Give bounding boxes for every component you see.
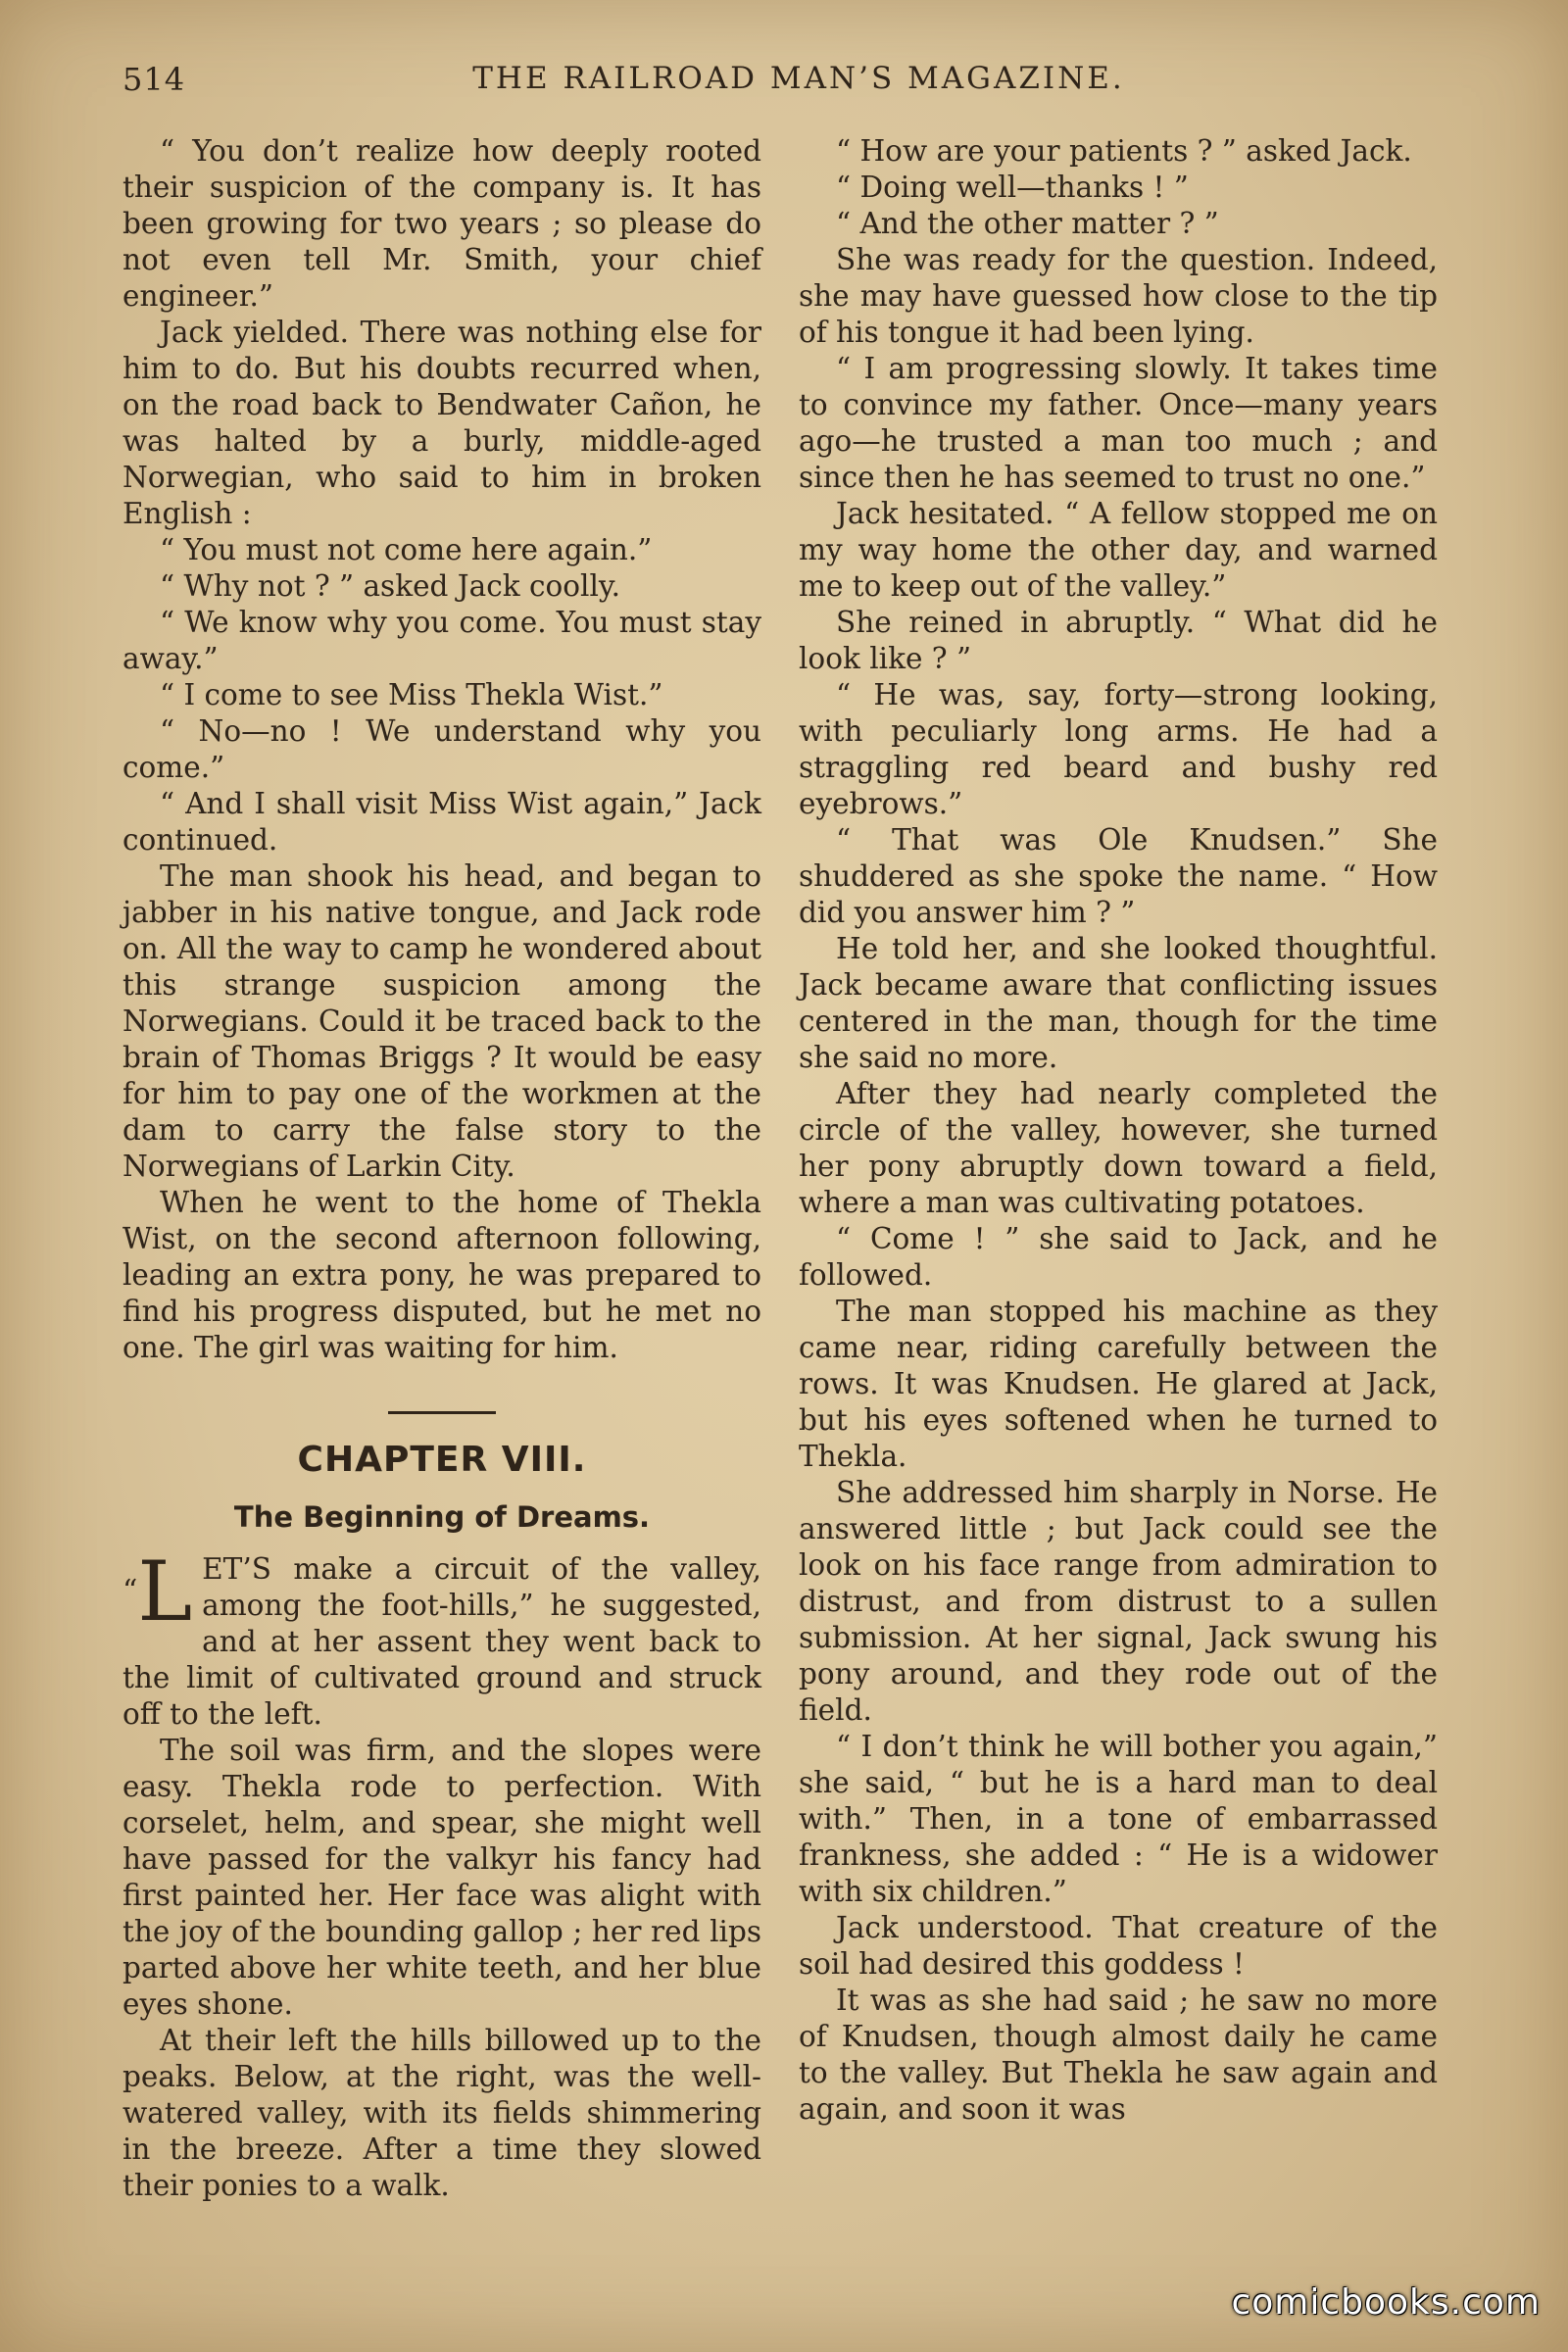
right-column: [799, 133, 1438, 2128]
chapter-title: The Beginning of Dreams.: [233, 1500, 651, 1534]
paragraph: Jack hesitated. “ A fellow stopped me on my way home the other day, and warned me to keep out of the valley.”: [799, 497, 1438, 603]
paragraph: “ And the other matter ? ”: [836, 207, 1219, 240]
paragraph: The man stopped his machine as they came near, riding carefully between the rows. It was Knudsen. He glared at Jack, but his eyes softened when he turned to Thekla.: [799, 1295, 1438, 1473]
paragraph: “ And I shall visit Miss Wist again,” Jack continued.: [122, 787, 761, 857]
paragraph: “ Doing well—thanks ! ”: [836, 171, 1189, 204]
paragraph: “ I come to see Miss Thekla Wist.”: [160, 678, 663, 711]
paragraph: “ How are your patients ? ” asked Jack.: [836, 134, 1412, 168]
paragraph: At their left the hills billowed up to the peaks. Below, at the right, was the well-watered valley, with its fields shimmering in the breeze. After a time they slowed their ponies to a walk.: [122, 2024, 761, 2202]
drop-cap-letter: L: [137, 1544, 193, 1640]
paragraph: She reined in abruptly. “ What did he look like ? ”: [799, 606, 1438, 675]
chapter-divider: [388, 1411, 496, 1414]
paragraph: “ You don’t realize how deeply rooted their suspicion of the company is. It has been growing for two years ; so please do not even tell Mr. Smith, your chief engineer.”: [122, 134, 761, 313]
left-column: [122, 133, 761, 2204]
paragraph: After they had nearly completed the circle of the valley, however, she turned her pony abruptly down toward a field, where a man was cultivating potatoes.: [799, 1077, 1438, 1219]
chapter-opening-paragraph: [122, 1544, 761, 1733]
paragraph: “ He was, say, forty—strong looking, with peculiarly long arms. He had a straggling red beard and bushy red eyebrows.”: [799, 678, 1438, 820]
paragraph: She was ready for the question. Indeed, she may have guessed how close to the tip of his tongue it had been lying.: [799, 243, 1438, 349]
paragraph: “ I am progressing slowly. It takes time to convince my father. Once—many years ago—he trusted a man too much ; and since then he has seemed to trust no one.”: [799, 352, 1438, 494]
drop-cap: [122, 1544, 193, 1640]
watermark: comicbooks.com: [1231, 2282, 1541, 2323]
paragraph: “ I don’t think he will bother you again,” she said, “ but he is a hard man to deal with.” Then, in a tone of embarrassed frankness, she added : “ He is a widower with six children.”: [799, 1730, 1438, 1908]
paragraph: The man shook his head, and began to jabber in his native tongue, and Jack rode on. All the way to camp he wondered about this strange suspicion among the Norwegians. Could it be traced back to the brain of Thomas Briggs ? It would be easy for him to pay one of the workmen at the dam to carry the false story to the Norwegians of Larkin City.: [122, 859, 761, 1183]
page-number: 514: [122, 61, 186, 98]
chapter-opening-text: ET’S make a circuit of the valley, among the foot-hills,” he suggested, and at her assent they went back to the limit of cultivated ground and struck off to the left.: [122, 1552, 761, 1731]
paragraph: “ Come ! ” she said to Jack, and he followed.: [799, 1222, 1438, 1292]
drop-cap-quote: “: [122, 1574, 138, 1608]
paragraph: Jack understood. That creature of the soil had desired this goddess !: [799, 1911, 1438, 1981]
paragraph: The soil was firm, and the slopes were easy. Thekla rode to perfection. With corselet, helm, and spear, she might well have passed for the valkyr his fancy had first painted her. Her face was alight with the joy of the bounding gallop ; her red lips parted above her white teeth, and her blue eyes shone.: [122, 1734, 761, 2021]
paragraph: “ Why not ? ” asked Jack coolly.: [160, 569, 621, 603]
paragraph: “ You must not come here again.”: [160, 533, 653, 566]
paragraph: He told her, and she looked thoughtful. Jack became aware that conflicting issues centered in the man, though for the time she said no more.: [799, 932, 1438, 1074]
paragraph: “ No—no ! We understand why you come.”: [122, 714, 761, 784]
paragraph: She addressed him sharply in Norse. He answered little ; but Jack could see the look on his face range from admiration to distrust, and from distrust to a sullen submission. At her signal, Jack swung his pony around, and they rode out of the field.: [799, 1476, 1438, 1727]
paragraph: Jack yielded. There was nothing else for him to do. But his doubts recurred when, on the road back to Bendwater Cañon, he was halted by a burly, middle-aged Norwegian, who said to him in broken English :: [122, 316, 761, 530]
paragraph: It was as she had said ; he saw no more of Knudsen, though almost daily he came to the valley. But Thekla he saw again and again, and soon it was: [799, 1984, 1438, 2126]
running-head: [122, 61, 1436, 110]
magazine-title: THE RAILROAD MAN’S MAGAZINE.: [472, 61, 1125, 96]
chapter-heading: CHAPTER VIII.: [297, 1440, 587, 1480]
paragraph: “ That was Ole Knudsen.” She shuddered as she spoke the name. “ How did you answer him ? ”: [799, 823, 1438, 929]
paragraph: “ We know why you come. You must stay away.”: [122, 606, 761, 675]
paragraph: When he went to the home of Thekla Wist, on the second afternoon following, leading an extra pony, he was prepared to find his progress disputed, but he met no one. The girl was waiting for him.: [122, 1186, 761, 1364]
